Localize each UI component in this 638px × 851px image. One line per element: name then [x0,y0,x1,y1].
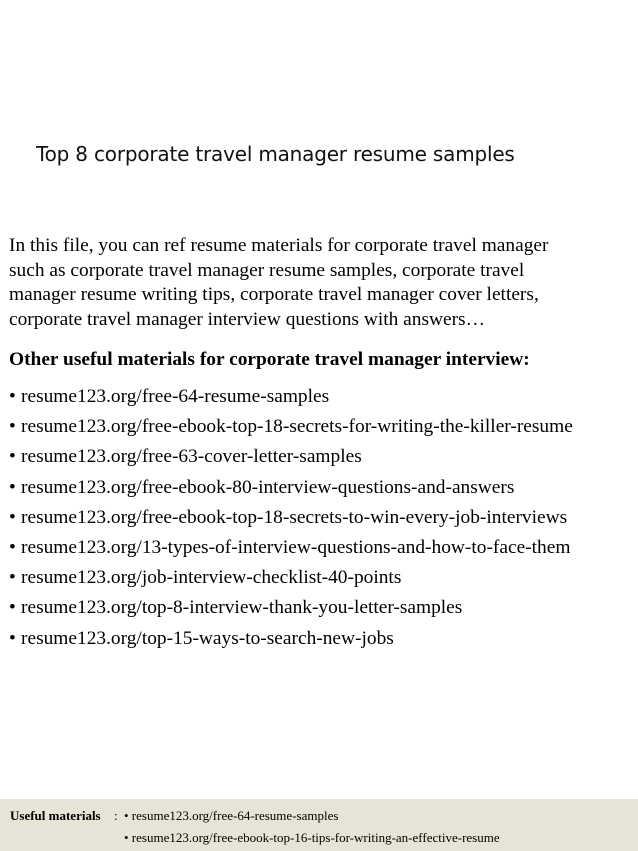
footer-colon: : [114,808,118,823]
intro-line: manager resume writing tips, corporate travel manager cover letters, [9,284,539,305]
footer-link[interactable]: • resume123.org/free-ebook-top-16-tips-for-writing-an-effective-resume [124,830,500,845]
resource-link[interactable]: resume123.org/free-64-resume-samples [21,386,330,407]
list-item [9,442,573,472]
resource-link[interactable]: resume123.org/job-interview-checklist-40-points [21,567,402,589]
list-item [9,382,573,412]
list-item [9,563,573,593]
resource-link[interactable]: resume123.org/free-ebook-80-interview-questions-and-answers [21,476,515,498]
intro-line: corporate travel manager interview questions with answers… [9,308,485,330]
bullet-icon: • [9,506,16,528]
footer-bar [0,799,638,851]
intro-line: such as corporate travel manager resume samples, corporate travel [9,259,525,281]
intro-paragraph [9,234,634,332]
bullet-icon: • [9,627,16,649]
resource-link[interactable]: resume123.org/free-ebook-top-18-secrets-to-win-every-job-interviews [21,506,568,528]
resource-link[interactable]: resume123.org/free-ebook-top-18-secrets-for-writing-the-killer-resume [21,416,573,438]
bullet-icon: • [9,567,16,589]
bullet-icon: • [9,536,16,558]
list-item [9,533,573,563]
bullet-icon: • [9,597,16,619]
list-item [9,412,573,442]
list-item [9,624,573,654]
footer-link[interactable]: • resume123.org/free-64-resume-samples [124,808,339,823]
bullet-icon: • [9,446,16,468]
list-item [9,473,573,503]
resource-link[interactable]: resume123.org/free-63-cover-letter-samples [21,446,362,468]
footer-label: Useful materials [10,808,101,823]
resource-link[interactable]: resume123.org/top-15-ways-to-search-new-jobs [21,627,394,649]
page-title: Top 8 corporate travel manager resume samples [36,142,515,166]
materials-link-list [9,382,573,654]
bullet-icon: • [9,386,16,407]
resource-link[interactable]: resume123.org/13-types-of-interview-questions-and-how-to-face-them [21,536,571,558]
materials-heading: Other useful materials for corporate travel manager interview: [9,349,530,370]
list-item [9,593,573,623]
bullet-icon: • [9,416,16,438]
resource-link[interactable]: resume123.org/top-8-interview-thank-you-letter-samples [21,597,463,619]
intro-line: In this file, you can ref resume materials for corporate travel manager [9,235,549,256]
list-item [9,503,573,533]
bullet-icon: • [9,476,16,498]
